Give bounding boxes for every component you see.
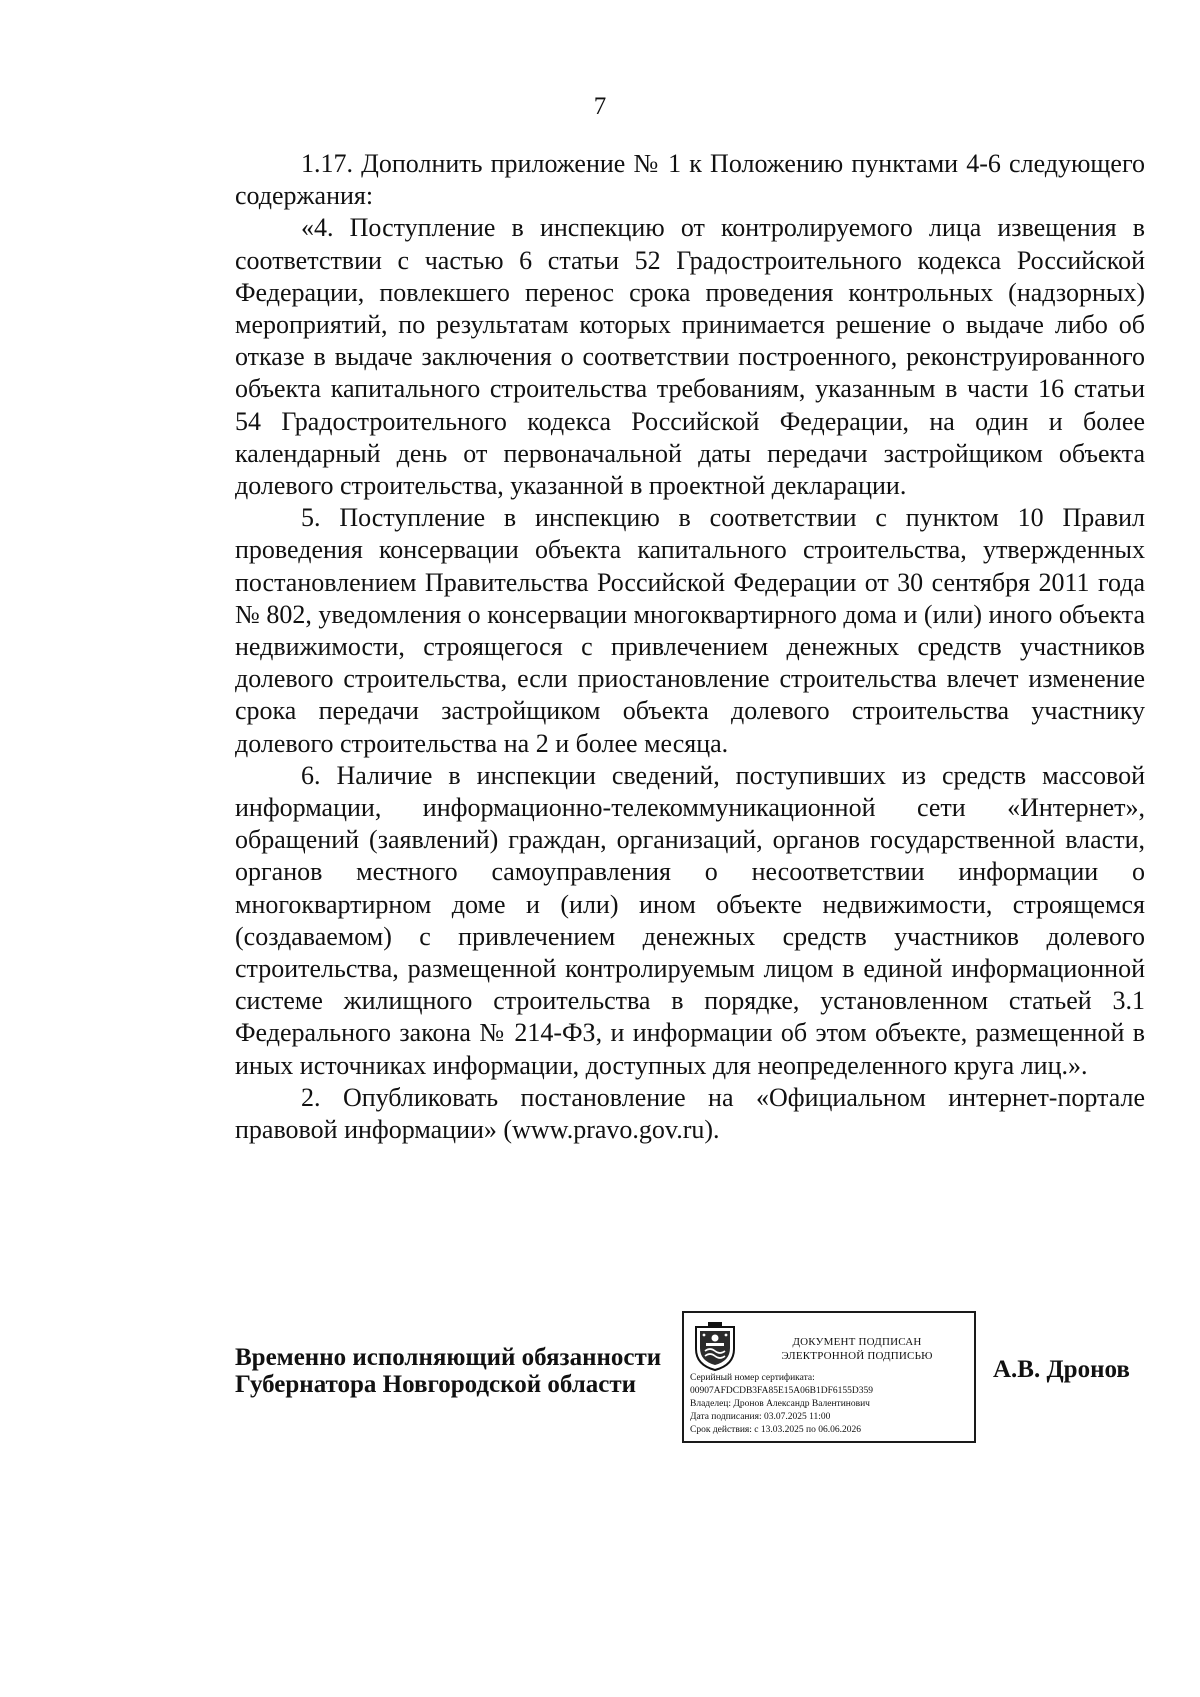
certificate-validity: Срок действия: с 13.03.2025 по 06.06.2026	[690, 1425, 861, 1435]
signer-position-line-2: Губернатора Новгородской области	[235, 1371, 637, 1398]
document-body	[235, 148, 1145, 1146]
stamp-heading-line-1: ДОКУМЕНТ ПОДПИСАН	[792, 1336, 922, 1348]
stamp-heading-line-2: ЭЛЕКТРОННОЙ ПОДПИСЬЮ	[781, 1350, 933, 1362]
signer-position	[235, 1344, 661, 1398]
certificate-label: Серийный номер сертификата:	[690, 1373, 815, 1383]
stamp-heading	[754, 1335, 960, 1363]
electronic-signature-stamp	[682, 1311, 976, 1443]
page-number: 7	[593, 93, 607, 120]
certificate-owner: Владелец: Дронов Александр Валентинович	[690, 1399, 870, 1409]
paragraph-item-6: 6. Наличие в инспекции сведений, поступивших из средств массовой информации, информационно-телекоммуникационной сети «Интернет», обращений (заявлений) граждан, организаций, органов государственной власти, органов местного самоуправления о несоответствии информации о многоквартирном доме и (или) ином объекте недвижимости, строящемся (создаваемом) с привлечением денежных средств участников долевого строительства, размещенной контролируемым лицом в единой информационной системе жилищного строительства в порядке, установленном статьей 3.1 Федерального закона № 214-ФЗ, и информации об этом объекте, размещенной в иных источниках информации, доступных для неопределенного круга лиц.».	[235, 760, 1145, 1080]
paragraph-item-4: «4. Поступление в инспекцию от контролируемого лица извещения в соответствии с частью 6 статьи 52 Градостроительного кодекса Российской Федерации, повлекшего перенос срока проведения контрольных (надзорных) мероприятий, по результатам которых принимается решение о выдаче либо об отказе в выдаче заключения о соответствии построенного, реконструированного объекта капитального строительства требованиям, указанным в части 16 статьи 54 Градостроительного кодекса Российской Федерации, на один и более календарный день от первоначальной даты передачи застройщиком объекта долевого строительства, указанной в проектной декларации.	[235, 213, 1145, 501]
novgorod-coat-of-arms-icon	[692, 1321, 738, 1371]
stamp-details	[690, 1372, 972, 1437]
paragraph-publish: 2. Опубликовать постановление на «Официальном интернет-портале правовой информации» (www.pravo.gov.ru).	[235, 1082, 1145, 1145]
signer-name: А.В. Дронов	[993, 1356, 1130, 1383]
paragraph-1-17: 1.17. Дополнить приложение № 1 к Положению пунктами 4-6 следующего содержания:	[235, 149, 1145, 211]
signer-position-line-1: Временно исполняющий обязанности	[235, 1344, 662, 1371]
certificate-number: 00907AFDCDB3FA85E15A06B1DF6155D359	[690, 1386, 873, 1396]
signing-date: Дата подписания: 03.07.2025 11:00	[690, 1412, 831, 1422]
paragraph-item-5: 5. Поступление в инспекцию в соответствии с пунктом 10 Правил проведения консервации объекта капитального строительства, утвержденных постановлением Правительства Российской Федерации от 30 сентября 2011 года № 802, уведомления о консервации многоквартирного дома и (или) иного объекта недвижимости, строящегося с привлечением денежных средств участников долевого строительства, если приостановление строительства влечет изменение срока передачи застройщиком объекта долевого строительства участнику долевого строительства на 2 и более месяца.	[235, 503, 1145, 758]
